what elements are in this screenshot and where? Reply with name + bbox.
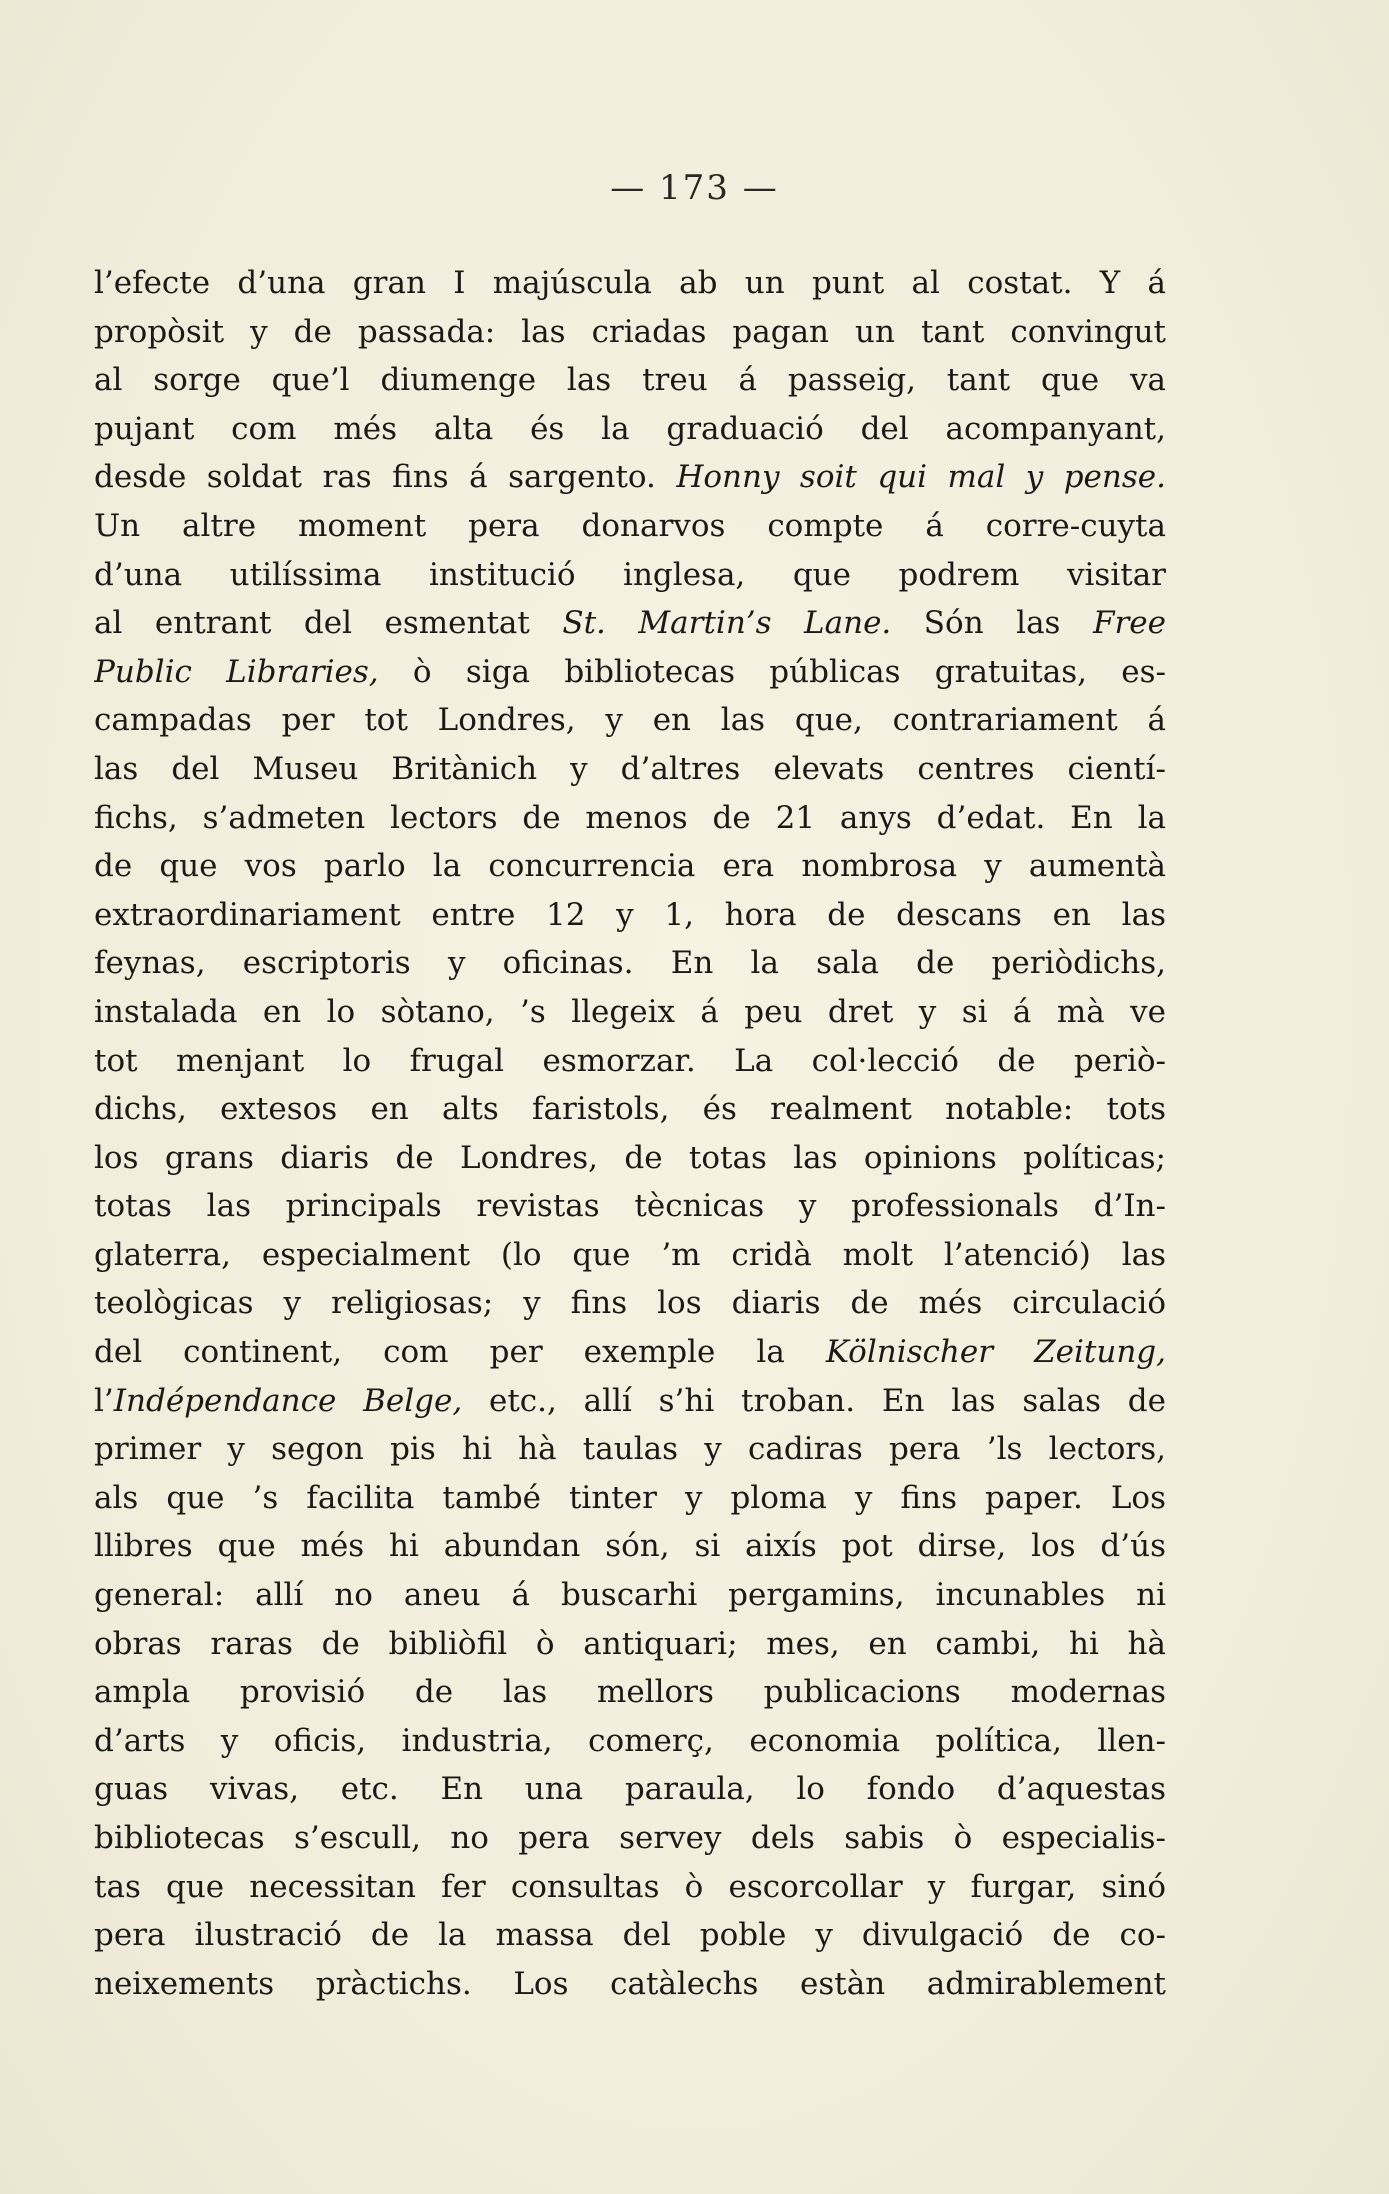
text-line	[94, 988, 1166, 1037]
text-line	[94, 1425, 1166, 1474]
text-run: pujant com més alta és la graduació del acompanyant,	[94, 410, 1166, 447]
text-run: l’efecte d’una gran I majúscula ab un punt al costat. Y á	[94, 265, 1166, 301]
text-run: bibliotecas s’escull, no pera servey dels sabis ò especialis-	[94, 1820, 1166, 1856]
text-run: neixements pràctichs. Los catàlechs estàn admirablement	[94, 1965, 1166, 2002]
text-line	[94, 502, 1166, 551]
text-run: Un altre moment pera donarvos compte á corre-cuyta	[94, 507, 1166, 544]
italic-text: Kölnischer Zeitung,	[825, 1334, 1166, 1371]
text-line	[94, 599, 1166, 648]
italic-text: Honny soit qui mal y pense.	[676, 459, 1166, 496]
italic-text: St. Martin’s Lane.	[562, 605, 892, 642]
text-run: al entrant del esmentat	[94, 605, 563, 642]
text-run: propòsit y de passada: las criadas pagan un tant convingut	[94, 313, 1166, 350]
text-line	[94, 794, 1166, 843]
text-run: de que vos parlo la concurrencia era nombrosa y aumentà	[94, 848, 1166, 885]
text-run: los grans diaris de Londres, de totas las opinions políticas;	[94, 1139, 1166, 1176]
text-line	[94, 1279, 1166, 1328]
text-run: glaterra, especialment (lo que ’m cridà molt l’atenció) las	[94, 1236, 1166, 1273]
text-line	[94, 696, 1166, 745]
text-line	[94, 1717, 1166, 1766]
text-line	[94, 1960, 1166, 2009]
text-run: ampla provisió de las mellors publicacions modernas	[94, 1674, 1166, 1711]
text-run: als que ’s facilita també tinter y ploma y fins paper. Los	[94, 1479, 1166, 1516]
text-run: dichs, extesos en alts faristols, és realment notable: tots	[94, 1091, 1166, 1128]
text-line	[94, 1085, 1166, 1134]
text-run: Són las	[891, 605, 1093, 642]
text-line	[94, 1231, 1166, 1280]
text-run: campadas per tot Londres, y en las que, contrariament á	[94, 702, 1166, 739]
text-line	[94, 1668, 1166, 1717]
text-line	[94, 1377, 1166, 1426]
text-run: del continent, com per exemple la	[94, 1334, 826, 1371]
text-line	[94, 1182, 1166, 1231]
text-run: guas vivas, etc. En una paraula, lo fondo d’aquestas	[94, 1771, 1166, 1808]
text-run: d’arts y oficis, industria, comerç, economia política, llen-	[94, 1722, 1166, 1759]
italic-text: Indépendance Belge,	[113, 1382, 463, 1419]
text-line	[94, 1814, 1166, 1863]
text-run: feynas, escriptoris y oficinas. En la sala de periòdichs,	[94, 945, 1166, 982]
text-run: etc., allí s’hi troban. En las salas de	[462, 1382, 1166, 1419]
text-line	[94, 1571, 1166, 1620]
text-line	[94, 939, 1166, 988]
text-line	[94, 1863, 1166, 1912]
text-line	[94, 259, 1166, 308]
text-line	[94, 405, 1166, 454]
text-line	[94, 1134, 1166, 1183]
text-line	[94, 453, 1166, 502]
italic-text: Public Libraries,	[94, 653, 379, 690]
text-run: pera ilustració de la massa del poble y divulgació de co-	[94, 1917, 1166, 1954]
text-run: tot menjant lo frugal esmorzar. La col·lecció de periò-	[94, 1042, 1166, 1079]
page-number: — 173 —	[610, 168, 779, 208]
text-run: llibres que més hi abundan són, si aixís pot dirse, los d’ús	[94, 1528, 1166, 1565]
text-run: l’	[94, 1382, 114, 1419]
text-run: totas las principals revistas tècnicas y professionals d’In-	[94, 1188, 1166, 1225]
text-line	[94, 1765, 1166, 1814]
text-run: extraordinariament entre 12 y 1, hora de descans en las	[94, 896, 1166, 933]
text-run: instalada en lo sòtano, ’s llegeix á peu dret y si á mà ve	[94, 993, 1166, 1030]
text-line	[94, 842, 1166, 891]
text-line	[94, 1037, 1166, 1086]
body-text	[94, 259, 1166, 2008]
text-line	[94, 1328, 1166, 1377]
text-line	[94, 648, 1166, 697]
text-line	[94, 1474, 1166, 1523]
text-line	[94, 745, 1166, 794]
text-line	[94, 356, 1166, 405]
text-line	[94, 891, 1166, 940]
text-run: obras raras de bibliòfil ò antiquari; mes, en cambi, hi hà	[94, 1625, 1166, 1662]
text-run: tas que necessitan fer consultas ò escorcollar y furgar, sinó	[94, 1868, 1166, 1905]
text-run: general: allí no aneu á buscarhi pergamins, incunables ni	[94, 1577, 1166, 1614]
text-line	[94, 551, 1166, 600]
text-line	[94, 1522, 1166, 1571]
text-run: teològicas y religiosas; y fins los diaris de més circulació	[94, 1285, 1166, 1322]
text-run: primer y segon pis hi hà taulas y cadiras pera ’ls lectors,	[94, 1431, 1166, 1468]
text-run: al sorge que’l diumenge las treu á passeig, tant que va	[94, 362, 1166, 399]
text-run: d’una utilíssima institució inglesa, que podrem visitar	[94, 556, 1166, 593]
text-line	[94, 1911, 1166, 1960]
text-run: fichs, s’admeten lectors de menos de 21 anys d’edat. En la	[94, 799, 1166, 836]
text-line	[94, 1620, 1166, 1669]
text-run: desde soldat ras fins á sargento.	[94, 459, 677, 496]
text-run: ò siga bibliotecas públicas gratuitas, es-	[378, 653, 1166, 690]
text-run: las del Museu Britànich y d’altres elevats centres cientí-	[94, 750, 1166, 787]
text-line	[94, 308, 1166, 357]
italic-text: Free	[1092, 605, 1166, 642]
